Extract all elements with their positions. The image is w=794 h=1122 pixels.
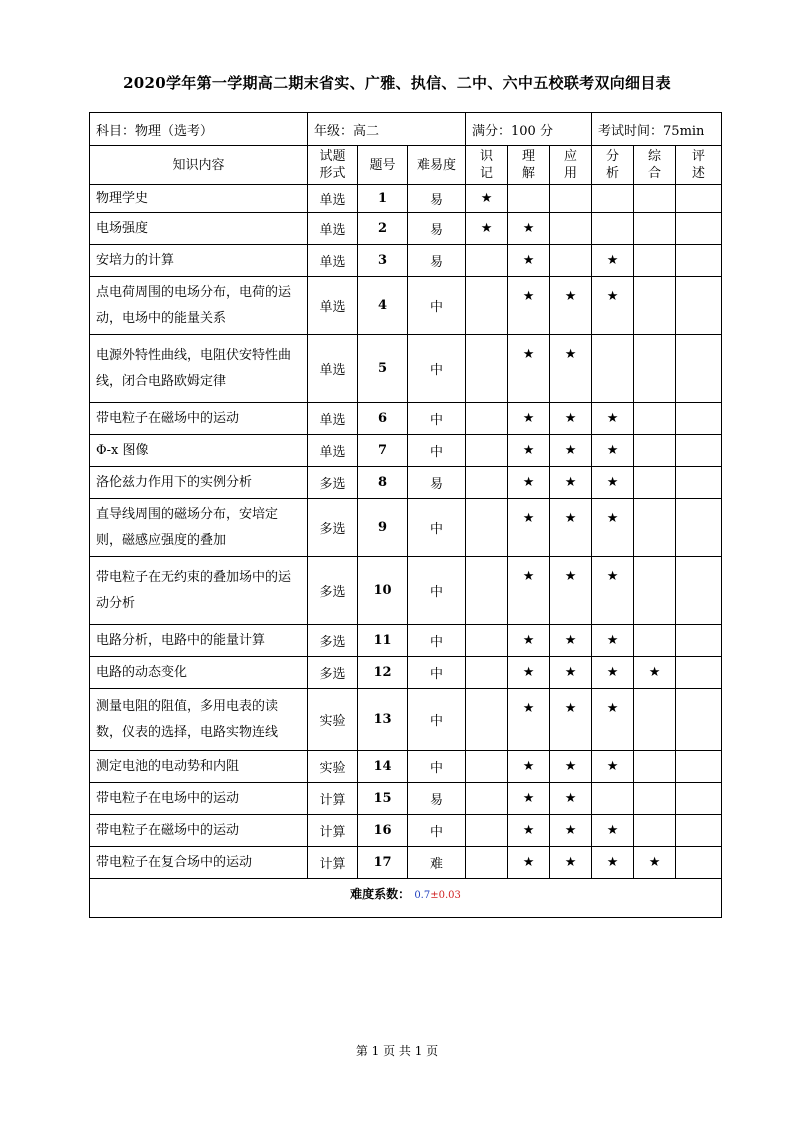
difficulty-cell: 中 [408, 277, 466, 335]
level-cell [676, 213, 722, 245]
level-cell [550, 245, 592, 277]
level-cell [592, 213, 634, 245]
star-icon: ★ [606, 511, 619, 526]
level-cell [550, 185, 592, 213]
topic-cell: 直导线周围的磁场分布，安培定则，磁感应强度的叠加 [90, 499, 308, 557]
star-icon: ★ [606, 633, 619, 648]
level-cell [676, 467, 722, 499]
level-cell [592, 847, 634, 879]
header-row [90, 146, 722, 185]
star-icon: ★ [564, 411, 577, 426]
level-cell [550, 625, 592, 657]
topic-cell: 电路分析，电路中的能量计算 [90, 625, 308, 657]
level-cell [634, 467, 676, 499]
difficulty-cell: 中 [408, 751, 466, 783]
level-cell [466, 847, 508, 879]
level-cell [466, 277, 508, 335]
difficulty-coefficient-value: 0.7 [414, 890, 431, 901]
form-cell: 单选 [308, 245, 358, 277]
star-icon: ★ [480, 221, 493, 236]
form-cell: 多选 [308, 625, 358, 657]
header-level-analyze: 分 析 [592, 146, 634, 185]
level-cell [508, 185, 550, 213]
level-cell [466, 625, 508, 657]
table-row [90, 847, 722, 879]
star-icon: ★ [606, 289, 619, 304]
level-cell [676, 245, 722, 277]
topic-cell: 测定电池的电动势和内阻 [90, 751, 308, 783]
level-cell [466, 245, 508, 277]
star-icon: ★ [564, 633, 577, 648]
table-row [90, 689, 722, 751]
number-cell: 11 [358, 625, 408, 657]
star-icon: ★ [606, 411, 619, 426]
level-cell [676, 557, 722, 625]
table-row [90, 185, 722, 213]
star-icon: ★ [522, 289, 535, 304]
level-cell [676, 277, 722, 335]
table-row [90, 335, 722, 403]
star-icon: ★ [522, 665, 535, 680]
star-icon: ★ [606, 475, 619, 490]
level-cell [466, 213, 508, 245]
level-cell [592, 689, 634, 751]
header-form: 试题 形式 [308, 146, 358, 185]
level-cell [592, 751, 634, 783]
level-cell [634, 815, 676, 847]
number-cell: 9 [358, 499, 408, 557]
number-cell: 16 [358, 815, 408, 847]
number-cell: 8 [358, 467, 408, 499]
level-cell [466, 335, 508, 403]
level-cell [592, 625, 634, 657]
star-icon: ★ [522, 701, 535, 716]
number-cell: 15 [358, 783, 408, 815]
level-cell [508, 403, 550, 435]
level-cell [634, 185, 676, 213]
table-row [90, 625, 722, 657]
number-cell: 10 [358, 557, 408, 625]
level-cell [676, 185, 722, 213]
number-cell: 3 [358, 245, 408, 277]
meta-row [90, 113, 722, 146]
star-icon: ★ [480, 191, 493, 206]
difficulty-cell: 中 [408, 557, 466, 625]
level-cell [508, 847, 550, 879]
level-cell [466, 467, 508, 499]
difficulty-cell: 中 [408, 435, 466, 467]
level-cell [466, 751, 508, 783]
exam-time-cell: 考试时间：75min [592, 113, 722, 146]
level-cell [466, 657, 508, 689]
level-cell [550, 557, 592, 625]
level-cell [592, 657, 634, 689]
table-row [90, 783, 722, 815]
header-level-recall: 识 记 [466, 146, 508, 185]
level-cell [508, 657, 550, 689]
topic-cell: 洛伦兹力作用下的实例分析 [90, 467, 308, 499]
number-cell: 1 [358, 185, 408, 213]
level-cell [466, 403, 508, 435]
difficulty-cell: 中 [408, 499, 466, 557]
star-icon: ★ [606, 253, 619, 268]
difficulty-coefficient-label: 难度系数： [350, 887, 411, 901]
header-number: 题号 [358, 146, 408, 185]
star-icon: ★ [522, 253, 535, 268]
topic-cell: 测量电阻的阻值，多用电表的读数，仪表的选择，电路实物连线 [90, 689, 308, 751]
star-icon: ★ [564, 855, 577, 870]
topic-cell: 电场强度 [90, 213, 308, 245]
difficulty-coefficient-tolerance: ±0.03 [430, 890, 461, 901]
form-cell: 单选 [308, 277, 358, 335]
form-cell: 单选 [308, 435, 358, 467]
form-cell: 单选 [308, 403, 358, 435]
difficulty-cell: 易 [408, 185, 466, 213]
topic-cell: 带电粒子在磁场中的运动 [90, 815, 308, 847]
topic-cell: 电路的动态变化 [90, 657, 308, 689]
star-icon: ★ [522, 221, 535, 236]
level-cell [634, 751, 676, 783]
topic-cell: 带电粒子在电场中的运动 [90, 783, 308, 815]
topic-cell: Φ-x 图像 [90, 435, 308, 467]
level-cell [676, 783, 722, 815]
level-cell [634, 847, 676, 879]
level-cell [550, 847, 592, 879]
header-difficulty: 难易度 [408, 146, 466, 185]
level-cell [508, 467, 550, 499]
topic-cell: 点电荷周围的电场分布，电荷的运动，电场中的能量关系 [90, 277, 308, 335]
level-cell [466, 435, 508, 467]
star-icon: ★ [564, 569, 577, 584]
table-row [90, 557, 722, 625]
form-cell: 计算 [308, 847, 358, 879]
form-cell: 计算 [308, 783, 358, 815]
level-cell [592, 467, 634, 499]
level-cell [508, 277, 550, 335]
level-cell [592, 783, 634, 815]
difficulty-cell: 中 [408, 625, 466, 657]
star-icon: ★ [522, 347, 535, 362]
star-icon: ★ [522, 411, 535, 426]
level-cell [466, 499, 508, 557]
form-cell: 单选 [308, 335, 358, 403]
star-icon: ★ [564, 443, 577, 458]
level-cell [550, 335, 592, 403]
star-icon: ★ [564, 347, 577, 362]
difficulty-cell: 易 [408, 245, 466, 277]
page-number: 第 1 页 共 1 页 [355, 1044, 439, 1058]
level-cell [634, 557, 676, 625]
subject-cell: 科目：物理（选考） [90, 113, 308, 146]
table-row [90, 815, 722, 847]
table-row [90, 499, 722, 557]
level-cell [676, 751, 722, 783]
star-icon: ★ [648, 665, 661, 680]
level-cell [550, 783, 592, 815]
level-cell [592, 499, 634, 557]
level-cell [676, 689, 722, 751]
level-cell [676, 335, 722, 403]
difficulty-cell: 易 [408, 213, 466, 245]
level-cell [550, 815, 592, 847]
star-icon: ★ [606, 665, 619, 680]
grade-cell: 年级：高二 [308, 113, 466, 146]
table-row [90, 657, 722, 689]
table-row [90, 213, 722, 245]
form-cell: 计算 [308, 815, 358, 847]
level-cell [634, 625, 676, 657]
form-cell: 实验 [308, 689, 358, 751]
star-icon: ★ [564, 475, 577, 490]
star-icon: ★ [522, 791, 535, 806]
level-cell [634, 213, 676, 245]
level-cell [592, 185, 634, 213]
level-cell [634, 689, 676, 751]
level-cell [676, 499, 722, 557]
topic-cell: 电源外特性曲线，电阻伏安特性曲线，闭合电路欧姆定律 [90, 335, 308, 403]
star-icon: ★ [606, 443, 619, 458]
star-icon: ★ [522, 569, 535, 584]
star-icon: ★ [522, 759, 535, 774]
star-icon: ★ [606, 569, 619, 584]
topic-cell: 安培力的计算 [90, 245, 308, 277]
level-cell [634, 657, 676, 689]
level-cell [508, 689, 550, 751]
star-icon: ★ [564, 701, 577, 716]
level-cell [676, 435, 722, 467]
form-cell: 单选 [308, 185, 358, 213]
level-cell [676, 403, 722, 435]
page-title: 2020学年第一学期高二期末省实、广雅、执信、二中、六中五校联考双向细目表 [123, 74, 671, 92]
star-icon: ★ [606, 855, 619, 870]
table-row [90, 751, 722, 783]
star-icon: ★ [606, 701, 619, 716]
header-level-understand: 理 解 [508, 146, 550, 185]
level-cell [550, 403, 592, 435]
number-cell: 17 [358, 847, 408, 879]
level-cell [550, 657, 592, 689]
star-icon: ★ [648, 855, 661, 870]
table-row [90, 403, 722, 435]
star-icon: ★ [606, 759, 619, 774]
star-icon: ★ [564, 665, 577, 680]
level-cell [550, 467, 592, 499]
footer-row [90, 879, 722, 918]
form-cell: 单选 [308, 213, 358, 245]
star-icon: ★ [564, 823, 577, 838]
star-icon: ★ [522, 511, 535, 526]
difficulty-cell: 难 [408, 847, 466, 879]
number-cell: 5 [358, 335, 408, 403]
form-cell: 多选 [308, 467, 358, 499]
number-cell: 12 [358, 657, 408, 689]
form-cell: 多选 [308, 557, 358, 625]
level-cell [466, 185, 508, 213]
level-cell [592, 435, 634, 467]
form-cell: 实验 [308, 751, 358, 783]
level-cell [634, 245, 676, 277]
level-cell [508, 245, 550, 277]
level-cell [676, 625, 722, 657]
form-cell: 多选 [308, 657, 358, 689]
full-score-cell: 满分：100 分 [466, 113, 592, 146]
difficulty-cell: 中 [408, 815, 466, 847]
number-cell: 4 [358, 277, 408, 335]
header-level-apply: 应 用 [550, 146, 592, 185]
level-cell [508, 815, 550, 847]
level-cell [634, 499, 676, 557]
level-cell [550, 213, 592, 245]
level-cell [508, 213, 550, 245]
star-icon: ★ [564, 759, 577, 774]
level-cell [592, 277, 634, 335]
level-cell [676, 847, 722, 879]
difficulty-coefficient-cell [90, 879, 722, 918]
level-cell [550, 499, 592, 557]
level-cell [550, 689, 592, 751]
level-cell [634, 435, 676, 467]
topic-cell: 带电粒子在复合场中的运动 [90, 847, 308, 879]
table-row [90, 277, 722, 335]
level-cell [634, 403, 676, 435]
level-cell [550, 435, 592, 467]
header-level-evaluate: 评 述 [676, 146, 722, 185]
level-cell [592, 557, 634, 625]
star-icon: ★ [564, 289, 577, 304]
number-cell: 6 [358, 403, 408, 435]
star-icon: ★ [564, 791, 577, 806]
difficulty-cell: 中 [408, 403, 466, 435]
topic-cell: 带电粒子在无约束的叠加场中的运动分析 [90, 557, 308, 625]
difficulty-cell: 易 [408, 783, 466, 815]
level-cell [676, 815, 722, 847]
level-cell [466, 815, 508, 847]
level-cell [466, 557, 508, 625]
difficulty-cell: 中 [408, 689, 466, 751]
level-cell [508, 435, 550, 467]
level-cell [508, 335, 550, 403]
topic-cell: 物理学史 [90, 185, 308, 213]
level-cell [592, 815, 634, 847]
number-cell: 2 [358, 213, 408, 245]
star-icon: ★ [522, 855, 535, 870]
specification-table [89, 112, 722, 918]
form-cell: 多选 [308, 499, 358, 557]
level-cell [508, 557, 550, 625]
topic-cell: 带电粒子在磁场中的运动 [90, 403, 308, 435]
level-cell [550, 751, 592, 783]
level-cell [592, 335, 634, 403]
level-cell [508, 751, 550, 783]
level-cell [634, 277, 676, 335]
number-cell: 14 [358, 751, 408, 783]
header-knowledge: 知识内容 [90, 146, 308, 185]
level-cell [676, 657, 722, 689]
difficulty-cell: 中 [408, 657, 466, 689]
level-cell [466, 689, 508, 751]
difficulty-cell: 易 [408, 467, 466, 499]
level-cell [508, 499, 550, 557]
star-icon: ★ [564, 511, 577, 526]
star-icon: ★ [522, 823, 535, 838]
level-cell [508, 625, 550, 657]
star-icon: ★ [606, 823, 619, 838]
level-cell [592, 403, 634, 435]
table-row [90, 245, 722, 277]
table-row [90, 435, 722, 467]
header-level-synthesize: 综 合 [634, 146, 676, 185]
number-cell: 7 [358, 435, 408, 467]
star-icon: ★ [522, 633, 535, 648]
star-icon: ★ [522, 443, 535, 458]
level-cell [466, 783, 508, 815]
level-cell [634, 783, 676, 815]
level-cell [550, 277, 592, 335]
level-cell [592, 245, 634, 277]
difficulty-cell: 中 [408, 335, 466, 403]
number-cell: 13 [358, 689, 408, 751]
level-cell [634, 335, 676, 403]
level-cell [508, 783, 550, 815]
star-icon: ★ [522, 475, 535, 490]
table-row [90, 467, 722, 499]
